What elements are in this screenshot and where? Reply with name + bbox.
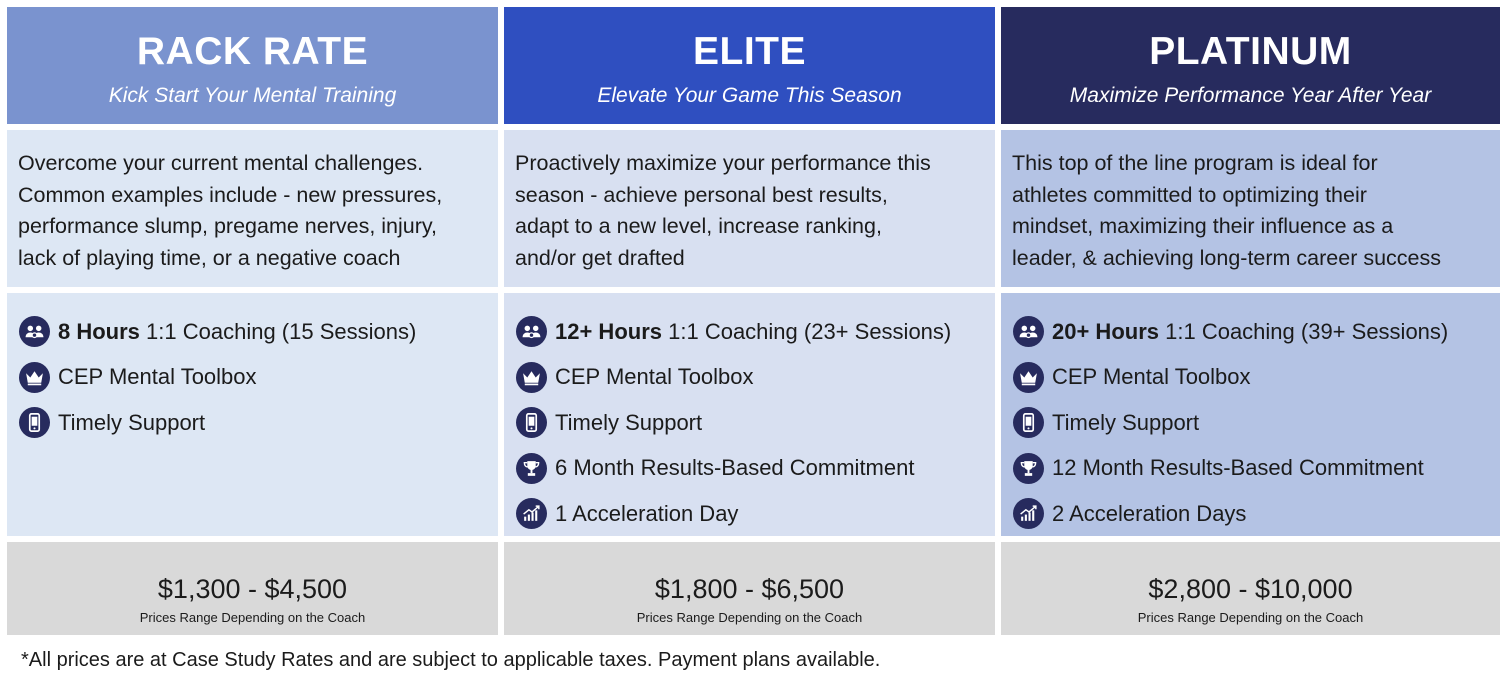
coaching-details: 1:1 Coaching (15 Sessions) [146, 318, 417, 344]
description-line: Overcome your current mental challenges. [18, 151, 424, 175]
plan-description-elite [504, 130, 995, 287]
plan-description-platinum [1001, 130, 1500, 287]
chart-growth-icon [516, 498, 547, 529]
plan-features-elite [504, 293, 995, 536]
plan-price-elite [504, 542, 995, 635]
description-line: season - achieve personal best results, [515, 182, 888, 207]
feature-label: 6 Month Results-Based Commitment [555, 455, 915, 481]
price-note: Prices Range Depending on the Coach [139, 610, 366, 625]
feature-label: Timely Support [1052, 409, 1200, 435]
plan-subtitle: Kick Start Your Mental Training [108, 84, 397, 107]
pricing-table [7, 7, 1500, 635]
price-range: $1,300 - $4,500 [157, 574, 348, 604]
feature-toolbox [7, 355, 498, 401]
description-line: leader, & achieving long-term career success [1012, 245, 1442, 270]
plan-header-rack-rate [7, 7, 498, 124]
coaching-hours: 12+ Hours [555, 318, 662, 344]
feature-label: Timely Support [555, 409, 703, 435]
feature-acceleration [1001, 491, 1500, 537]
phone-icon [516, 407, 547, 438]
trophy-icon [516, 453, 547, 484]
coaching-hours: 8 Hours [58, 318, 140, 344]
crown-icon [516, 362, 547, 393]
plan-features-platinum [1001, 293, 1500, 536]
plan-description-rack-rate [7, 130, 498, 287]
coaching-hours: 20+ Hours [1052, 318, 1159, 344]
feature-toolbox [1001, 355, 1500, 401]
feature-commitment [504, 446, 995, 492]
plan-features-rack-rate [7, 293, 498, 536]
plan-title: RACK RATE [136, 30, 369, 73]
feature-label: 2 Acceleration Days [1052, 500, 1247, 526]
plan-subtitle: Maximize Performance Year After Year [1069, 84, 1432, 107]
feature-label: 1 Acceleration Day [555, 500, 739, 526]
plan-subtitle: Elevate Your Game This Season [597, 84, 902, 107]
feature-label: CEP Mental Toolbox [58, 364, 257, 390]
description-line: and/or get drafted [515, 245, 685, 270]
feature-support [1001, 400, 1500, 446]
feature-toolbox [504, 355, 995, 401]
people-icon [19, 316, 50, 347]
feature-support [504, 400, 995, 446]
price-range: $1,800 - $6,500 [654, 574, 845, 604]
trophy-icon [1013, 453, 1044, 484]
price-note: Prices Range Depending on the Coach [1137, 610, 1364, 625]
description-line: mindset, maximizing their influence as a [1012, 214, 1394, 238]
plan-title: PLATINUM [1149, 30, 1352, 73]
people-icon [516, 316, 547, 347]
coaching-details: 1:1 Coaching (39+ Sessions) [1165, 318, 1449, 344]
feature-label: Timely Support [58, 409, 206, 435]
crown-icon [1013, 362, 1044, 393]
price-note: Prices Range Depending on the Coach [636, 610, 863, 625]
feature-label: CEP Mental Toolbox [1052, 364, 1251, 390]
crown-icon [19, 362, 50, 393]
plan-title: ELITE [692, 30, 806, 73]
plan-header-platinum [1001, 7, 1500, 124]
price-range: $2,800 - $10,000 [1148, 574, 1353, 604]
plan-price-rack-rate [7, 542, 498, 635]
description-line: adapt to a new level, increase ranking, [515, 214, 882, 238]
feature-coaching [504, 309, 995, 355]
pricing-disclaimer: *All prices are at Case Study Rates and are subject to applicable taxes. Payment plans available. [21, 649, 881, 671]
phone-icon [1013, 407, 1044, 438]
people-icon [1013, 316, 1044, 347]
feature-label: 12 Month Results-Based Commitment [1052, 455, 1424, 481]
feature-support [7, 400, 498, 446]
feature-coaching [7, 309, 498, 355]
chart-growth-icon [1013, 498, 1044, 529]
description-line: lack of playing time, or a negative coach [18, 245, 401, 270]
plan-price-platinum [1001, 542, 1500, 635]
feature-label: CEP Mental Toolbox [555, 364, 754, 390]
coaching-details: 1:1 Coaching (23+ Sessions) [668, 318, 952, 344]
phone-icon [19, 407, 50, 438]
description-line: This top of the line program is ideal for [1012, 151, 1378, 175]
feature-acceleration [504, 491, 995, 537]
description-line: Common examples include - new pressures, [18, 182, 443, 207]
feature-commitment [1001, 446, 1500, 492]
description-line: athletes committed to optimizing their [1012, 182, 1367, 207]
feature-coaching [1001, 309, 1500, 355]
plan-header-elite [504, 7, 995, 124]
description-line: Proactively maximize your performance this [515, 151, 931, 175]
description-line: performance slump, pregame nerves, injury, [18, 214, 438, 238]
